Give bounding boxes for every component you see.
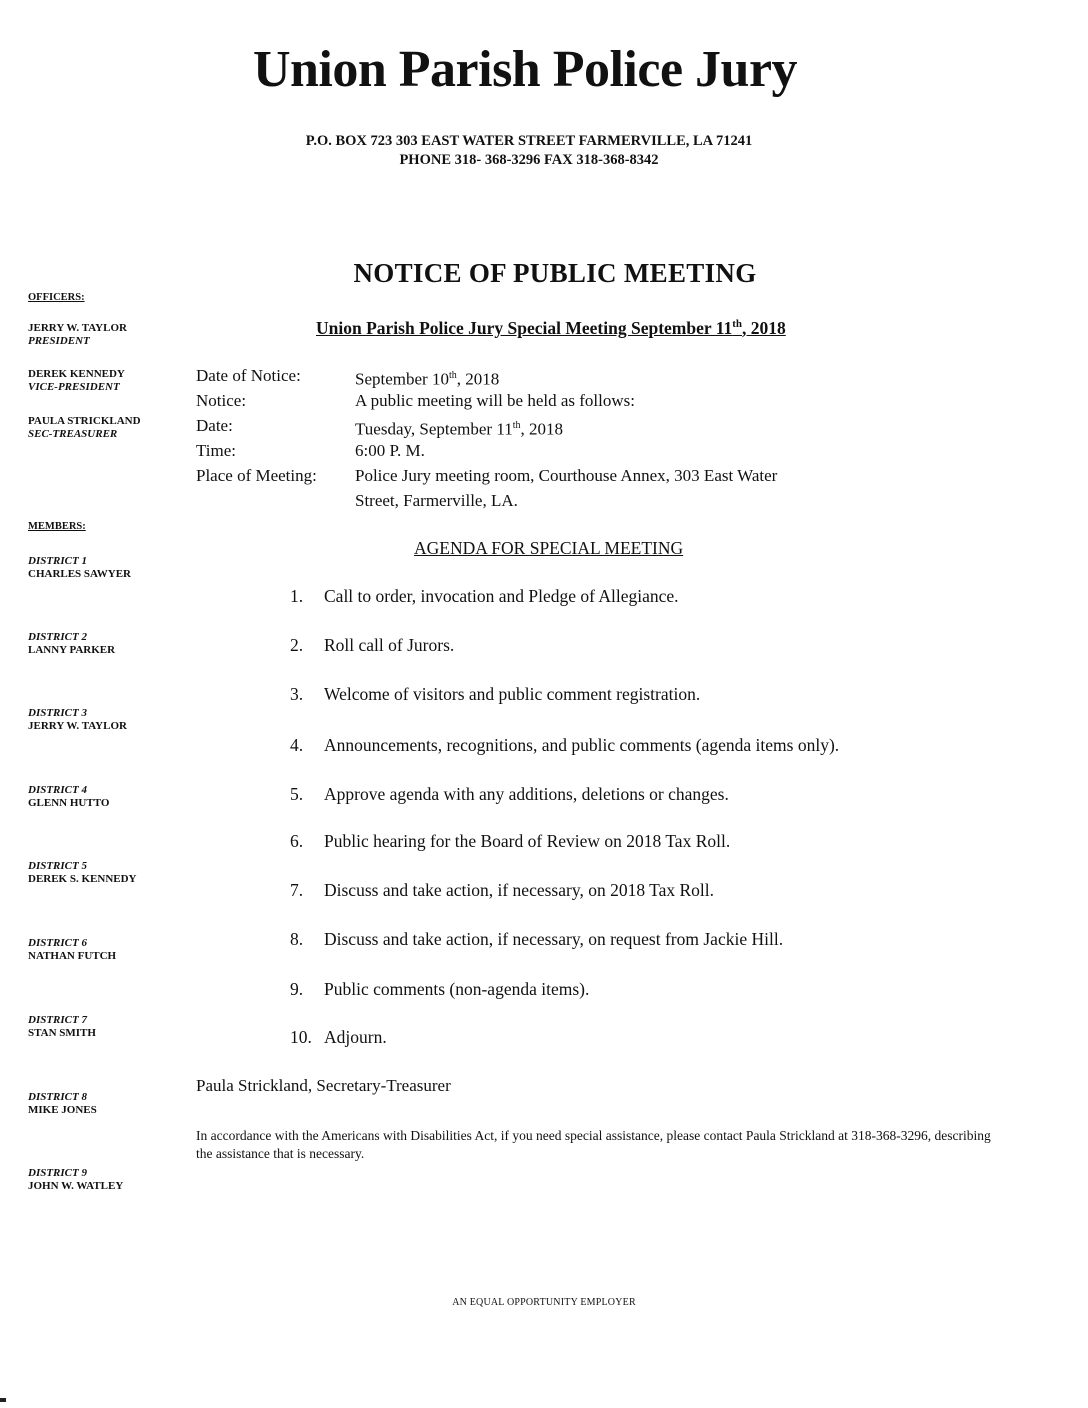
notice-title: NOTICE OF PUBLIC MEETING	[353, 258, 757, 288]
officer-role: PRESIDENT	[28, 335, 90, 347]
agenda-item-number: 8.	[290, 929, 304, 949]
address-line: P.O. BOX 723 303 EAST WATER STREET FARMERVILLE, LA 71241	[305, 133, 753, 149]
agenda-item	[290, 929, 783, 950]
member-entry	[28, 707, 188, 733]
date-of-notice-suffix: th	[448, 370, 457, 381]
agenda-item	[290, 880, 714, 901]
time-value: 6:00 P. M.	[355, 441, 425, 460]
member-name: NATHAN FUTCH	[28, 950, 117, 962]
agenda-item-text: Roll call of Jurors.	[324, 635, 455, 655]
agenda-item-text: Discuss and take action, if necessary, on 2018 Tax Roll.	[324, 880, 715, 900]
agenda-item	[290, 635, 454, 656]
agenda-item	[290, 784, 729, 805]
signature-line: Paula Strickland, Secretary-Treasurer	[196, 1076, 451, 1095]
officer-name: DEREK KENNEDY	[28, 368, 125, 380]
agenda-item-number: 6.	[290, 831, 304, 851]
agenda-item-text: Call to order, invocation and Pledge of Allegiance.	[324, 586, 679, 606]
agenda-item-number: 4.	[290, 735, 304, 755]
member-district: DISTRICT 9	[28, 1167, 87, 1179]
date-of-notice-text: September 10	[355, 369, 449, 389]
officer-entry	[28, 322, 188, 348]
agenda-item-text: Adjourn.	[324, 1027, 387, 1047]
officer-role: SEC-TREASURER	[28, 428, 118, 440]
agenda-item-number: 10.	[290, 1027, 312, 1047]
member-district: DISTRICT 7	[28, 1014, 87, 1026]
equal-opportunity-footer: AN EQUAL OPPORTUNITY EMPLOYER	[452, 1297, 636, 1308]
member-name: CHARLES SAWYER	[28, 568, 131, 580]
agenda-item-number: 2.	[290, 635, 304, 655]
agenda-heading: AGENDA FOR SPECIAL MEETING	[414, 538, 684, 558]
member-name: STAN SMITH	[28, 1027, 96, 1039]
agenda-item-text: Discuss and take action, if necessary, on request from Jackie Hill.	[324, 929, 784, 949]
member-name: JERRY W. TAYLOR	[28, 720, 127, 732]
meeting-heading-suffix: th	[732, 318, 743, 331]
meeting-heading	[316, 318, 786, 339]
agenda-item	[290, 831, 730, 852]
member-entry	[28, 631, 188, 657]
officers-heading: OFFICERS:	[28, 292, 85, 303]
notice-value: A public meeting will be held as follows:	[355, 391, 635, 410]
member-entry	[28, 860, 188, 886]
agenda-item-text: Public hearing for the Board of Review on 2018 Tax Roll.	[324, 831, 731, 851]
place-label: Place of Meeting:	[196, 466, 317, 485]
agenda-item-number: 7.	[290, 880, 304, 900]
ada-notice: In accordance with the Americans with Disabilities Act, if you need special assistance, please contact Paula Strickland at 318-368-3296, describing the assistance that is necessary.	[196, 1128, 991, 1161]
date-suffix: th	[512, 420, 521, 431]
officer-name: PAULA STRICKLAND	[28, 415, 141, 427]
member-district: DISTRICT 8	[28, 1091, 87, 1103]
agenda-item	[290, 1027, 387, 1048]
agenda-item-number: 9.	[290, 979, 304, 999]
member-district: DISTRICT 4	[28, 784, 87, 796]
organization-name: Union Parish Police Jury	[252, 41, 798, 98]
agenda-item-number: 3.	[290, 684, 304, 704]
member-district: DISTRICT 2	[28, 631, 87, 643]
agenda-item	[290, 735, 839, 756]
member-district: DISTRICT 3	[28, 707, 87, 719]
member-district: DISTRICT 6	[28, 937, 87, 949]
meeting-heading-year: , 2018	[742, 318, 786, 338]
member-name: LANNY PARKER	[28, 644, 116, 656]
members-heading: MEMBERS:	[28, 521, 86, 532]
date-year: , 2018	[520, 419, 563, 439]
agenda-item	[290, 979, 589, 1000]
member-entry	[28, 784, 188, 810]
phone-fax-line: PHONE 318- 368-3296 FAX 318-368-8342	[399, 152, 659, 168]
date-label: Date:	[196, 416, 233, 435]
agenda-item-text: Welcome of visitors and public comment registration.	[324, 684, 701, 704]
officer-name: JERRY W. TAYLOR	[28, 322, 127, 334]
agenda-item	[290, 586, 679, 607]
agenda-item-text: Announcements, recognitions, and public comments (agenda items only).	[324, 735, 840, 755]
date-of-notice-label: Date of Notice:	[196, 366, 301, 385]
member-name: GLENN HUTTO	[28, 797, 110, 809]
member-entry	[28, 937, 188, 963]
member-name: JOHN W. WATLEY	[28, 1180, 124, 1192]
place-value-line2: Street, Farmerville, LA.	[355, 491, 518, 510]
meeting-heading-text: Union Parish Police Jury Special Meeting September 11	[316, 318, 733, 338]
officer-role: VICE-PRESIDENT	[28, 381, 120, 393]
officer-entry	[28, 415, 188, 441]
time-label: Time:	[196, 441, 237, 460]
officer-entry	[28, 368, 188, 394]
agenda-item-text: Approve agenda with any additions, deletions or changes.	[324, 784, 729, 804]
date-of-notice-year: , 2018	[456, 369, 500, 389]
member-district: DISTRICT 5	[28, 860, 87, 872]
member-name: MIKE JONES	[28, 1104, 97, 1116]
member-entry	[28, 555, 188, 581]
notice-label: Notice:	[196, 391, 247, 410]
member-entry	[28, 1091, 188, 1117]
agenda-item-number: 5.	[290, 784, 304, 804]
member-district: DISTRICT 1	[28, 555, 87, 567]
place-value-line1: Police Jury meeting room, Courthouse Annex, 303 East Water	[355, 466, 778, 485]
member-entry	[28, 1014, 188, 1040]
date-text: Tuesday, September 11	[355, 419, 513, 439]
scan-edge-mark	[0, 1398, 6, 1402]
agenda-item-text: Public comments (non-agenda items).	[324, 979, 590, 999]
date-of-notice-value	[355, 364, 499, 392]
date-value	[355, 414, 563, 442]
agenda-item	[290, 684, 700, 705]
agenda-item-number: 1.	[290, 586, 304, 606]
member-entry	[28, 1167, 188, 1193]
member-name: DEREK S. KENNEDY	[28, 873, 137, 885]
